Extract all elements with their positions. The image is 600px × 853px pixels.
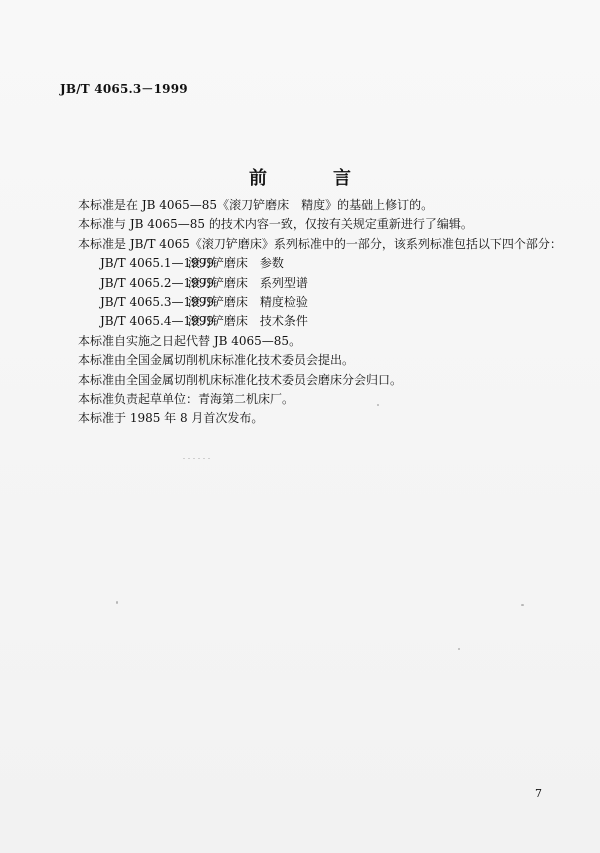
series-part-2	[100, 274, 560, 293]
closing-paragraph-1: 本标准自实施之日起代替 JB 4065—85。	[78, 333, 302, 348]
document-content	[60, 196, 560, 429]
series-part-code: JB/T 4065.4—1999	[100, 314, 215, 329]
series-part-name: 滚刀铲磨床 技术条件	[187, 314, 308, 329]
series-part-code: JB/T 4065.3—1999	[100, 295, 215, 310]
series-part-name: 滚刀铲磨床 精度检验	[187, 295, 308, 310]
paragraph-1: 本标准是在 JB 4065—85《滚刀铲磨床 精度》的基础上修订的。	[78, 198, 434, 212]
scan-speck	[521, 604, 524, 606]
page-title: 前 言	[249, 168, 375, 189]
series-part-code: JB/T 4065.1—1999	[100, 256, 215, 271]
series-part-name: 滚刀铲磨床 参数	[187, 256, 284, 271]
closing-paragraph-4: 本标准负责起草单位：青海第二机床厂。	[78, 392, 295, 407]
paragraph-3: 本标准是 JB/T 4065《滚刀铲磨床》系列标准中的一部分，该系列标准包括以下四个部分：	[78, 236, 562, 251]
series-part-3	[100, 293, 560, 312]
series-part-name: 滚刀铲磨床 系列型谱	[187, 275, 308, 290]
header-code: JB/T 4065.3－1999	[60, 82, 188, 96]
scan-speck	[116, 601, 118, 604]
series-part-code: JB/T 4065.2—1999	[100, 275, 215, 290]
series-part-1	[100, 254, 560, 273]
scan-speck	[377, 404, 379, 406]
closing-paragraph-2: 本标准由全国金属切削机床标准化技术委员会提出。	[78, 353, 355, 368]
page-number: 7	[535, 787, 542, 800]
closing-paragraph-3: 本标准由全国金属切削机床标准化技术委员会磨床分会归口。	[78, 372, 403, 387]
scan-mark	[183, 458, 211, 459]
scan-speck	[458, 648, 460, 650]
closing-paragraph-5: 本标准于 1985 年 8 月首次发布。	[78, 411, 264, 426]
paragraph-2: 本标准与 JB 4065—85 的技术内容一致，仅按有关规定重新进行了编辑。	[78, 217, 473, 232]
series-part-4	[100, 312, 560, 331]
